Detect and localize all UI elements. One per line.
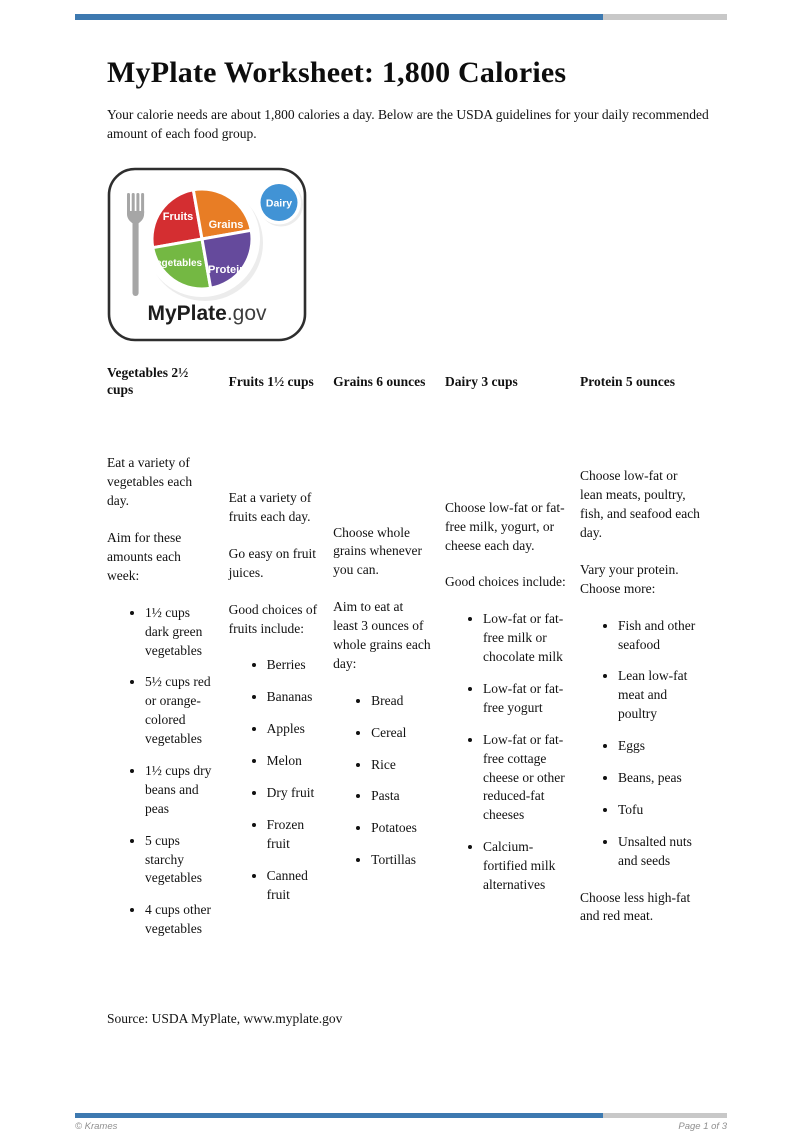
food-list-item: • Apples (267, 720, 320, 739)
top-accent-bar (75, 14, 727, 20)
food-list-item: • Beans, peas (618, 769, 701, 788)
document-body (107, 56, 715, 1027)
fruits-label: Fruits (162, 211, 194, 224)
food-list-item: • Tofu (618, 801, 701, 820)
food-list-item: • Low-fat or fat-free milk or chocolate milk (483, 610, 566, 667)
guideline-paragraph: Choose less high-fat and red meat. (579, 889, 691, 924)
food-list-item: • Cereal (371, 724, 431, 743)
grains-label: Grains (208, 219, 244, 232)
food-list-item: • Bananas (267, 688, 320, 707)
guideline-paragraph: Good choices of fruits include: (228, 601, 318, 636)
page-footer (0, 1113, 800, 1132)
table-body-row (107, 404, 715, 989)
food-group-cell (229, 404, 334, 989)
food-list-item: • Low-fat or fat-free yogurt (483, 680, 566, 718)
food-list-item: • Fish and other seafood (618, 617, 701, 655)
table-header-row (107, 358, 715, 404)
food-list-item: • Melon (267, 752, 320, 771)
food-list-item: • Low-fat or fat-free cottage cheese or other reduced-fat cheeses (483, 731, 566, 825)
food-list-item: • 5 cups starchy vegetables (145, 832, 215, 889)
food-list-item: • Tortillas (371, 851, 431, 870)
guideline-paragraph: Aim to eat at least 3 ounces of whole grains each day: (333, 599, 431, 671)
food-group-cell (445, 404, 580, 989)
food-list-item: • Frozen fruit (267, 816, 320, 854)
food-group-cell (580, 404, 715, 989)
food-list-item: • Canned fruit (267, 867, 320, 905)
food-list-item: • 5½ cups red or orange-colored vegetables (145, 673, 215, 749)
copyright-text: © Krames (75, 1121, 118, 1132)
guideline-paragraph: Choose whole grains whenever you can. (333, 524, 422, 578)
logo-brand-suffix: .gov (226, 302, 267, 326)
top-bar-blue-segment (75, 14, 603, 20)
food-list (580, 617, 701, 871)
food-list-item: • Bread (371, 692, 431, 711)
food-list-item: • Calcium-fortified milk alternatives (483, 838, 566, 895)
food-list-item: • 1½ cups dry beans and peas (145, 762, 215, 819)
food-list (445, 610, 566, 895)
guideline-paragraph: Vary your protein. Choose more: (579, 561, 679, 596)
page-title: MyPlate Worksheet: 1,800 Calories (107, 56, 567, 89)
guideline-paragraph: Eat a variety of fruits each day. (228, 490, 312, 525)
guideline-paragraph: Choose low-fat or lean meats, poultry, fish, and seafood each day. (579, 468, 700, 540)
food-group-cell (107, 404, 229, 989)
food-group-header: Grains 6 ounces (333, 373, 426, 389)
food-list (229, 656, 320, 904)
vegetables-label: Vegetables (149, 258, 203, 270)
footer-bar-blue-segment (75, 1113, 603, 1118)
food-list-item: • Lean low-fat meat and poultry (618, 667, 701, 724)
myplate-logo (107, 167, 307, 342)
food-list-item: • Potatoes (371, 819, 431, 838)
food-list-item: • 1½ cups dark green vegetables (145, 604, 215, 661)
top-bar-gray-segment (603, 14, 727, 20)
food-list-item: • Rice (371, 756, 431, 775)
food-group-header: Dairy 3 cups (445, 373, 518, 389)
dairy-label: Dairy (265, 197, 293, 210)
food-list-item: • 4 cups other vegetables (145, 901, 215, 939)
food-list-item: • Unsalted nuts and seeds (618, 833, 701, 871)
guideline-paragraph: Eat a variety of vegetables each day. (107, 455, 193, 509)
footer-bar-gray-segment (603, 1113, 727, 1118)
guideline-paragraph: Go easy on fruit juices. (228, 545, 316, 580)
intro-paragraph: Your calorie needs are about 1,800 calories a day. Below are the USDA guidelines for your daily recommended amount of each food group. (107, 107, 709, 142)
logo-brand-bold: MyPlate (147, 302, 227, 326)
guideline-paragraph: Good choices include: (445, 574, 566, 590)
food-list-item: • Dry fruit (267, 784, 320, 803)
food-group-header: Fruits 1½ cups (228, 373, 314, 389)
food-list (107, 604, 215, 939)
food-group-header: Vegetables 2½ cups (107, 364, 189, 398)
guideline-paragraph: Choose low-fat or fat-free milk, yogurt, or cheese each day. (445, 499, 565, 553)
food-group-cell (333, 404, 445, 989)
page-number: Page 1 of 3 (678, 1121, 727, 1132)
food-list-item: • Eggs (618, 737, 701, 756)
food-list (333, 692, 431, 870)
footer-accent-bar (75, 1113, 727, 1118)
food-list-item: • Berries (267, 656, 320, 675)
logo-brand-text (147, 302, 267, 325)
source-line: Source: USDA MyPlate, www.myplate.gov (107, 1011, 343, 1027)
food-group-header: Protein 5 ounces (579, 373, 675, 389)
protein-label: Protein (208, 264, 246, 277)
food-list-item: • Pasta (371, 787, 431, 806)
food-groups-table (107, 358, 715, 989)
guideline-paragraph: Aim for these amounts each week: (107, 530, 182, 583)
